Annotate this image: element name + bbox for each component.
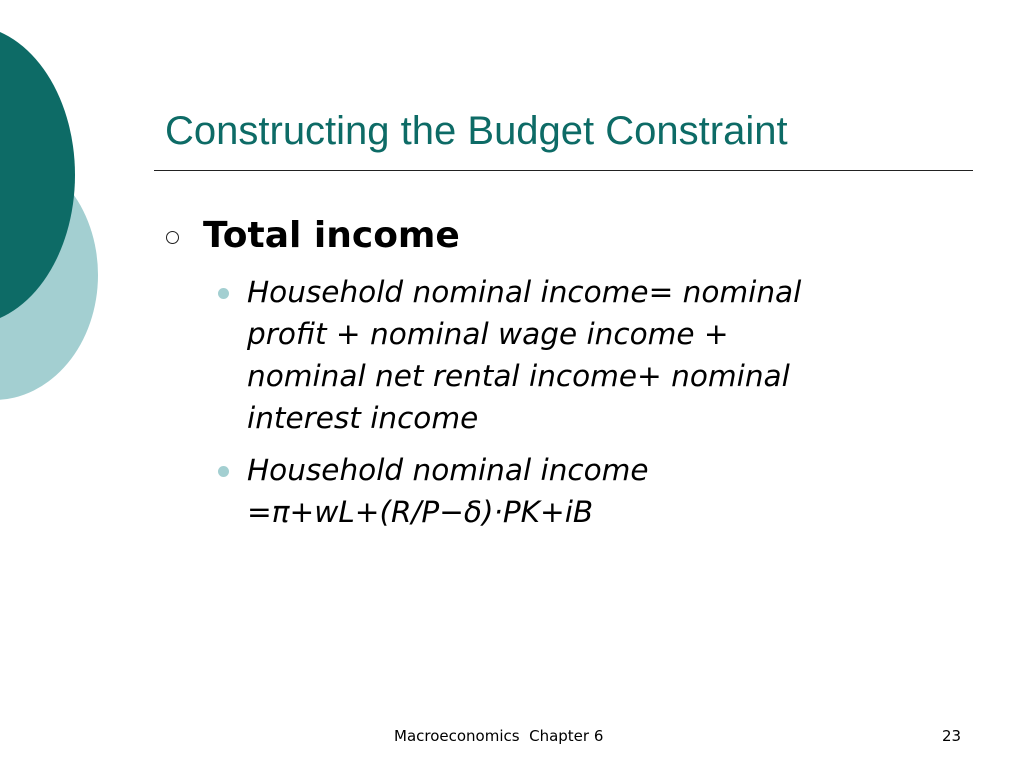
sub-bullet-line: profit + nominal wage income + <box>247 317 729 351</box>
sub-bullet-line: Household nominal income <box>247 453 649 487</box>
title-divider <box>154 170 973 171</box>
filled-dot-bullet-icon <box>218 466 229 477</box>
sub-bullet-line: interest income <box>247 401 479 435</box>
sub-bullet-income-definition <box>247 271 801 439</box>
formula-line: =π+wL+(R/P−δ)·PK+iB <box>247 495 594 529</box>
hollow-circle-bullet-icon <box>166 231 179 244</box>
footer-page-number: 23 <box>942 727 962 745</box>
sub-bullet-income-formula <box>247 449 649 533</box>
slide-title: Constructing the Budget Constraint <box>165 109 788 153</box>
filled-dot-bullet-icon <box>218 288 229 299</box>
bullet-total-income: Total income <box>203 215 460 256</box>
footer-course-label: Macroeconomics Chapter 6 <box>394 727 604 745</box>
sub-bullet-line: Household nominal income= nominal <box>247 275 802 309</box>
sub-bullet-line: nominal net rental income+ nominal <box>247 359 790 393</box>
